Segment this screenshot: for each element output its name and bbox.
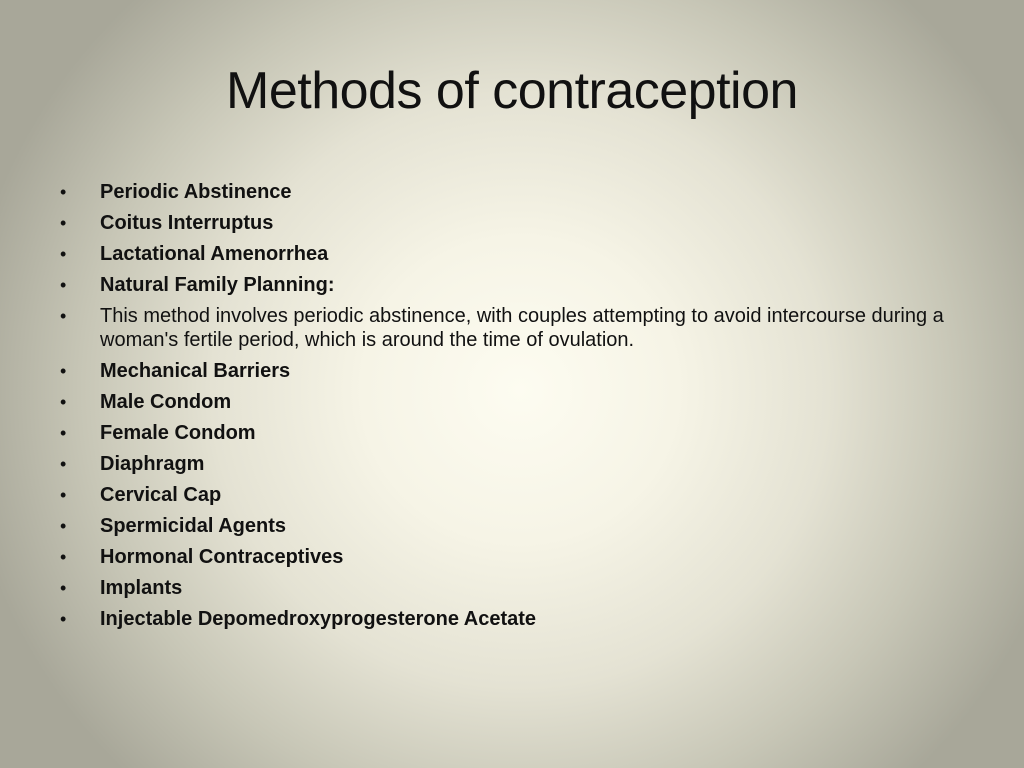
list-item-text: Natural Family Planning: bbox=[100, 274, 335, 296]
bullet-icon: • bbox=[60, 213, 67, 233]
bullet-icon: • bbox=[60, 485, 67, 505]
list-item bbox=[56, 242, 976, 266]
list-item bbox=[56, 483, 976, 507]
bullet-icon: • bbox=[60, 609, 67, 629]
bullet-icon: • bbox=[60, 516, 67, 536]
list-item-text: Implants bbox=[100, 577, 183, 599]
bullet-icon: • bbox=[60, 423, 67, 443]
list-item-text: Coitus Interruptus bbox=[100, 212, 274, 234]
list-item-text: Injectable Depomedroxyprogesterone Acetate bbox=[100, 608, 537, 630]
list-item bbox=[56, 304, 976, 352]
list-item bbox=[56, 576, 976, 600]
list-item bbox=[56, 359, 976, 383]
list-item-text: Periodic Abstinence bbox=[100, 181, 292, 203]
list-item bbox=[56, 180, 976, 204]
list-item-text: Mechanical Barriers bbox=[100, 360, 291, 382]
bullet-icon: • bbox=[60, 454, 67, 474]
bullet-icon: • bbox=[60, 182, 67, 202]
list-item bbox=[56, 607, 976, 631]
list-item bbox=[56, 421, 976, 445]
list-item bbox=[56, 211, 976, 235]
list-item bbox=[56, 514, 976, 538]
list-item-text: Diaphragm bbox=[100, 453, 205, 475]
list-item-text: This method involves periodic abstinence, with couples attempting to avoid intercourse during a woman's fertile period, which is around the time of ovulation. bbox=[100, 305, 944, 351]
list-item bbox=[56, 452, 976, 476]
list-item-text: Cervical Cap bbox=[100, 484, 222, 506]
bullet-icon: • bbox=[60, 361, 67, 381]
bullet-icon: • bbox=[60, 547, 67, 567]
list-item bbox=[56, 390, 976, 414]
slide-title: Methods of contraception bbox=[226, 62, 798, 120]
list-item-text: Male Condom bbox=[100, 391, 232, 413]
list-item-text: Lactational Amenorrhea bbox=[100, 243, 329, 265]
bullet-list bbox=[56, 180, 976, 638]
bullet-icon: • bbox=[60, 244, 67, 264]
list-item-text: Hormonal Contraceptives bbox=[100, 546, 344, 568]
list-item bbox=[56, 545, 976, 569]
list-item-text: Female Condom bbox=[100, 422, 256, 444]
bullet-icon: • bbox=[60, 392, 67, 412]
list-item bbox=[56, 273, 976, 297]
bullet-icon: • bbox=[60, 306, 67, 326]
list-item-text: Spermicidal Agents bbox=[100, 515, 286, 537]
bullet-icon: • bbox=[60, 578, 67, 598]
bullet-icon: • bbox=[60, 275, 67, 295]
